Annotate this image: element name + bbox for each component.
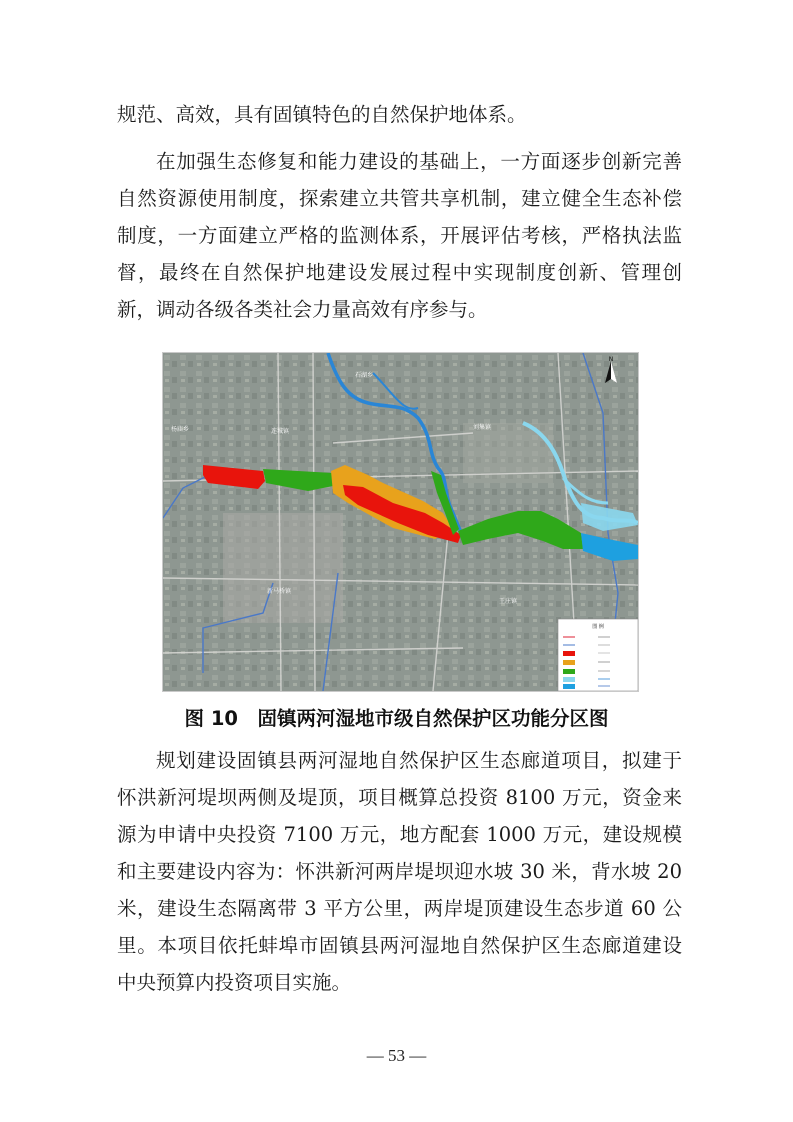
page-number: — 53 — xyxy=(366,1046,427,1065)
town-area xyxy=(223,513,343,623)
place-label: 新马桥镇 xyxy=(267,588,292,595)
functional-zoning-map xyxy=(162,352,639,692)
place-label: 连城镇 xyxy=(271,428,290,435)
paragraph-3: 规划建设固镇县两河湿地自然保护区生态廊道项目，拟建于怀洪新河堤坝两侧及堤顶，项目概算总投资 8100 万元，资金来源为申请中央投资 7100 万元，地方配套 1000 万元，建设规模和主要建设内容为：怀洪新河两岸堤坝迎水坡 30 米，背水坡 20 米，建设生态隔离带 3 平方公里，两岸堤顶建设生态步道 60 公里。本项目依托蚌埠市固镇县两河湿地自然保护区生态廊道建设中央预算内投资项目实施。 xyxy=(117,749,682,994)
map-legend xyxy=(558,619,638,691)
paragraph-1: 规范、高效，具有固镇特色的自然保护地体系。 xyxy=(117,103,527,126)
place-label: 杨庙乡 xyxy=(171,426,190,433)
legend-title: 图 例 xyxy=(592,624,604,630)
place-label: 石湖乡 xyxy=(355,372,374,379)
place-label: 刘集镇 xyxy=(473,424,492,431)
north-label: N xyxy=(608,356,614,363)
paragraph-2: 在加强生态修复和能力建设的基础上，一方面逐步创新完善自然资源使用制度，探索建立共管共享机制，建立健全生态补偿制度，一方面建立严格的监测体系，开展评估考核，严格执法监督，最终在自然保护地建设发展过程中实现制度创新、管理创新，调动各级各类社会力量高效有序参与。 xyxy=(117,150,682,321)
figure-caption: 图 10 固镇两河湿地市级自然保护区功能分区图 xyxy=(184,707,609,730)
place-label: 王庄镇 xyxy=(499,598,518,605)
